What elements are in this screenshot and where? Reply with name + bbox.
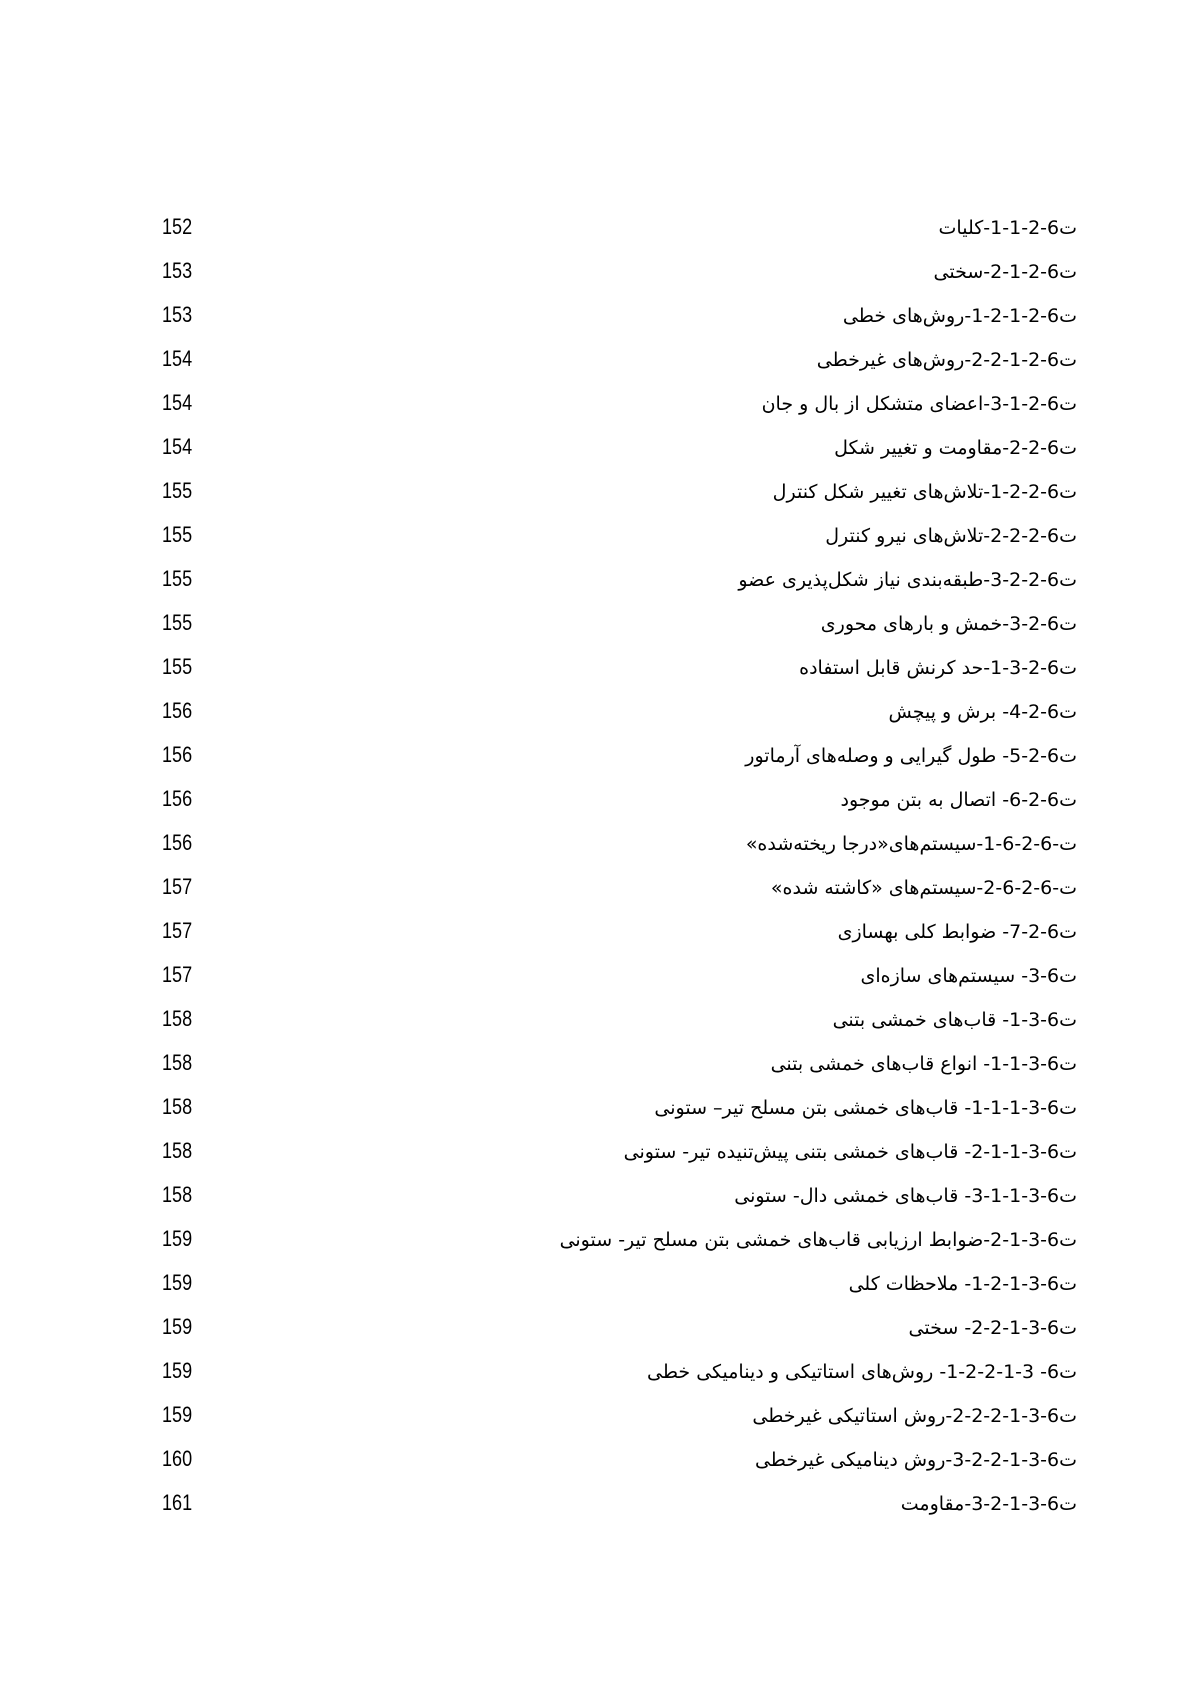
toc-entry-title: ت6-3-1-1- انواع قاب‌های خمشی بتنی	[770, 1053, 1077, 1075]
toc-entry	[0, 874, 1191, 918]
toc-entry-title: ت6-2-6- اتصال به بتن موجود	[840, 789, 1077, 811]
toc-entry-page-number: 157	[162, 874, 193, 899]
toc-entry	[0, 522, 1191, 566]
toc-entry-page-number: 161	[162, 1490, 193, 1515]
toc-entry-title: ت-6-2-6-1-سیستم‌های«درجا ریخته‌شده»	[745, 833, 1077, 855]
toc-entry-title: ت6-2-1-2-1-روش‌های خطی	[842, 305, 1077, 327]
toc-entry-page-number: 159	[162, 1358, 193, 1383]
toc-entry-page-number: 156	[162, 786, 193, 811]
toc-entry-page-number: 156	[162, 742, 193, 767]
toc-entry	[0, 654, 1191, 698]
toc-entry	[0, 610, 1191, 654]
toc-entry-page-number: 158	[162, 1006, 193, 1031]
toc-entry-title: ت6-2-1-1-كليات	[938, 217, 1077, 239]
toc-entry-title: ت6-2-1-2-سختی	[933, 261, 1077, 283]
toc-entry	[0, 1050, 1191, 1094]
toc-entry-page-number: 156	[162, 830, 193, 855]
toc-entry	[0, 786, 1191, 830]
toc-entry-page-number: 155	[162, 610, 193, 635]
toc-entry-page-number: 152	[162, 214, 193, 239]
toc-entry	[0, 1270, 1191, 1314]
toc-entry-title: ت6-2-2-2-تلاش‌های نیرو کنترل	[825, 525, 1077, 547]
toc-entry-page-number: 155	[162, 566, 193, 591]
toc-entry	[0, 1182, 1191, 1226]
toc-entry-page-number: 158	[162, 1138, 193, 1163]
toc-entry-title: ت6-3-1-2-3-مقاومت	[900, 1493, 1077, 1515]
toc-entry	[0, 962, 1191, 1006]
toc-entry-page-number: 155	[162, 522, 193, 547]
toc-entry-title: ت6-2-7- ضوابط کلی بهسازی	[837, 921, 1077, 943]
toc-entry-page-number: 158	[162, 1094, 193, 1119]
toc-entry-title: ت6-2-3-خمش و بارهای محوری	[820, 613, 1077, 635]
table-of-contents	[0, 214, 1191, 1534]
toc-entry	[0, 214, 1191, 258]
toc-entry	[0, 1226, 1191, 1270]
toc-entry-title: ت6-3-1-2-2-3-روش دینامیکی غیرخطی	[754, 1449, 1077, 1471]
toc-entry	[0, 302, 1191, 346]
toc-entry-title: ت6-3-1-1-3- قاب‌های خمشی دال- ستونی	[734, 1185, 1077, 1207]
toc-entry	[0, 1314, 1191, 1358]
toc-entry	[0, 1402, 1191, 1446]
toc-entry	[0, 1006, 1191, 1050]
toc-entry	[0, 918, 1191, 962]
toc-entry-title: ت-6-2-6-2-سیستم‌های «کاشته شده»	[770, 877, 1077, 899]
toc-entry	[0, 390, 1191, 434]
toc-entry-title: ت6-2-2-مقاومت و تغییر شکل	[834, 437, 1077, 459]
toc-entry-title: ت6-3-1-1-2- قاب‌های خمشی بتنی پیش‌تنیده تیر- ستونی	[623, 1141, 1077, 1163]
toc-entry-page-number: 154	[162, 434, 193, 459]
toc-entry	[0, 434, 1191, 478]
toc-entry-title: ت6-2-2-3-طبقه‌بندی نیاز شکل‌پذیری عضو	[738, 569, 1077, 591]
toc-entry-title: ت6-2-3-1-حد کرنش قابل استفاده	[799, 657, 1077, 679]
toc-entry	[0, 742, 1191, 786]
toc-entry-page-number: 159	[162, 1226, 193, 1251]
toc-entry	[0, 1358, 1191, 1402]
toc-entry-page-number: 159	[162, 1402, 193, 1427]
toc-entry-title: ت6-2-2-1-تلاش‌های تغییر شکل کنترل	[772, 481, 1077, 503]
toc-entry-page-number: 159	[162, 1314, 193, 1339]
toc-entry-page-number: 155	[162, 478, 193, 503]
toc-entry	[0, 1490, 1191, 1534]
toc-entry-page-number: 154	[162, 390, 193, 415]
toc-entry-title: ت6-3-1-2-2- سختی	[908, 1317, 1077, 1339]
toc-entry-title: ت6-2-1-3-اعضای متشکل از بال و جان	[761, 393, 1077, 415]
toc-entry-title: ت6-3- سیستم‌های سازه‌ای	[860, 965, 1077, 987]
toc-entry-title: ت6-2-1-2-2-روش‌های غیرخطی	[816, 349, 1077, 371]
toc-entry-title: ت6-3-1-1-1- قاب‌های خمشی بتن مسلح تیر– ستونی	[654, 1097, 1077, 1119]
toc-entry-title: ت6-3-1-2-2-2-روش استاتیکی غیرخطی	[752, 1405, 1077, 1427]
toc-entry	[0, 1446, 1191, 1490]
toc-entry-title: ت6-2-4- برش و پیچش	[888, 701, 1077, 723]
toc-entry	[0, 258, 1191, 302]
toc-entry	[0, 478, 1191, 522]
toc-entry-page-number: 155	[162, 654, 193, 679]
toc-entry-page-number: 158	[162, 1182, 193, 1207]
toc-entry-page-number: 157	[162, 962, 193, 987]
toc-entry	[0, 1094, 1191, 1138]
toc-entry	[0, 566, 1191, 610]
toc-entry-page-number: 156	[162, 698, 193, 723]
toc-entry-title: ت6-3-1-2-ضوابط ارزیابی قاب‌های خمشی بتن مسلح تیر- ستونی	[559, 1229, 1077, 1251]
toc-entry-page-number: 154	[162, 346, 193, 371]
toc-entry	[0, 830, 1191, 874]
toc-entry-page-number: 153	[162, 302, 193, 327]
toc-entry	[0, 1138, 1191, 1182]
toc-entry-page-number: 159	[162, 1270, 193, 1295]
toc-entry-title: ت6- 3-1-2-2-1- روش‌های استاتیکی و دینامیکی خطی	[646, 1361, 1077, 1383]
toc-entry-page-number: 160	[162, 1446, 193, 1471]
toc-entry-page-number: 158	[162, 1050, 193, 1075]
toc-entry-page-number: 157	[162, 918, 193, 943]
toc-entry	[0, 698, 1191, 742]
toc-entry-title: ت6-3-1- قاب‌های خمشی بتنی	[832, 1009, 1077, 1031]
toc-entry-title: ت6-3-1-2-1- ملاحظات کلی	[848, 1273, 1077, 1295]
toc-entry	[0, 346, 1191, 390]
toc-entry-title: ت6-2-5- طول گیرایی و وصله‌های آرماتور	[745, 745, 1077, 767]
toc-entry-page-number: 153	[162, 258, 193, 283]
